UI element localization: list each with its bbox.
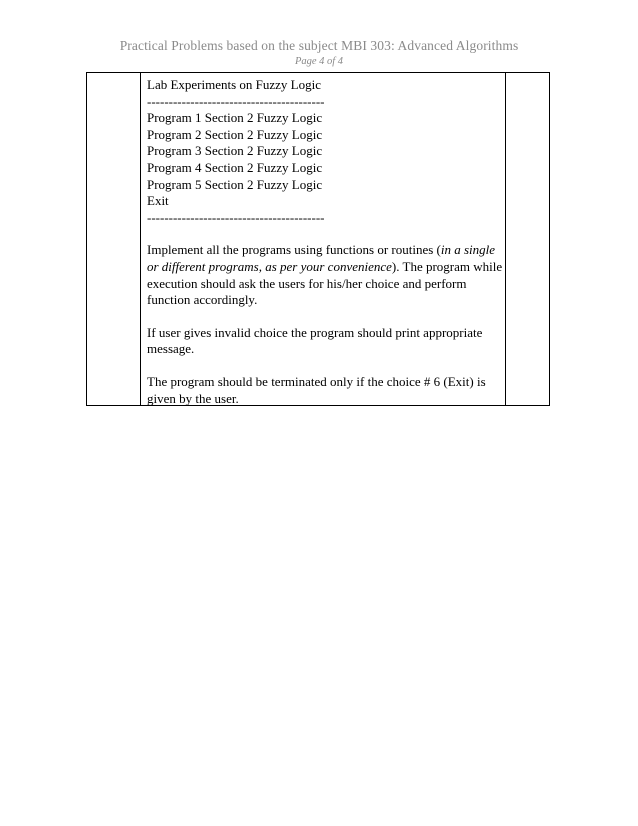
separator-bottom: ----------------------------------------- <box>147 209 325 225</box>
lab-heading: Lab Experiments on Fuzzy Logic <box>147 77 322 92</box>
instructions-text-end: ). The program while execution should ask the users for his/her choice and perform function accordingly. <box>147 258 503 308</box>
instructions-paragraph <box>147 242 507 308</box>
menu-item-1: Program 1 Section 2 Fuzzy Logic <box>147 110 323 126</box>
spacer <box>147 309 507 325</box>
menu-item-exit: Exit <box>147 193 169 209</box>
menu-item-4: Program 4 Section 2 Fuzzy Logic <box>147 159 323 175</box>
separator-top: ----------------------------------------- <box>147 93 325 109</box>
content-cell <box>147 77 507 407</box>
spacer <box>147 226 507 242</box>
page-header <box>0 38 638 68</box>
menu-item-3: Program 3 Section 2 Fuzzy Logic <box>147 143 323 159</box>
spacer <box>147 358 507 374</box>
page-number: Page 4 of 4 <box>294 56 344 67</box>
content-table <box>86 72 550 406</box>
menu-item-2: Program 2 Section 2 Fuzzy Logic <box>147 126 323 142</box>
instructions-italic-text: in a single or different programs, as per your convenience <box>147 242 496 274</box>
menu-item-5: Program 5 Section 2 Fuzzy Logic <box>147 176 323 192</box>
termination-paragraph: The program should be terminated only if the choice # 6 (Exit) is given by the user. <box>147 373 486 406</box>
instructions-text-start: Implement all the programs using functions or routines ( <box>147 242 441 258</box>
left-column-divider <box>140 73 141 405</box>
header-title: Practical Problems based on the subject MBI 303: Advanced Algorithms <box>119 38 519 53</box>
invalid-choice-paragraph: If user gives invalid choice the program should print appropriate message. <box>147 324 483 357</box>
